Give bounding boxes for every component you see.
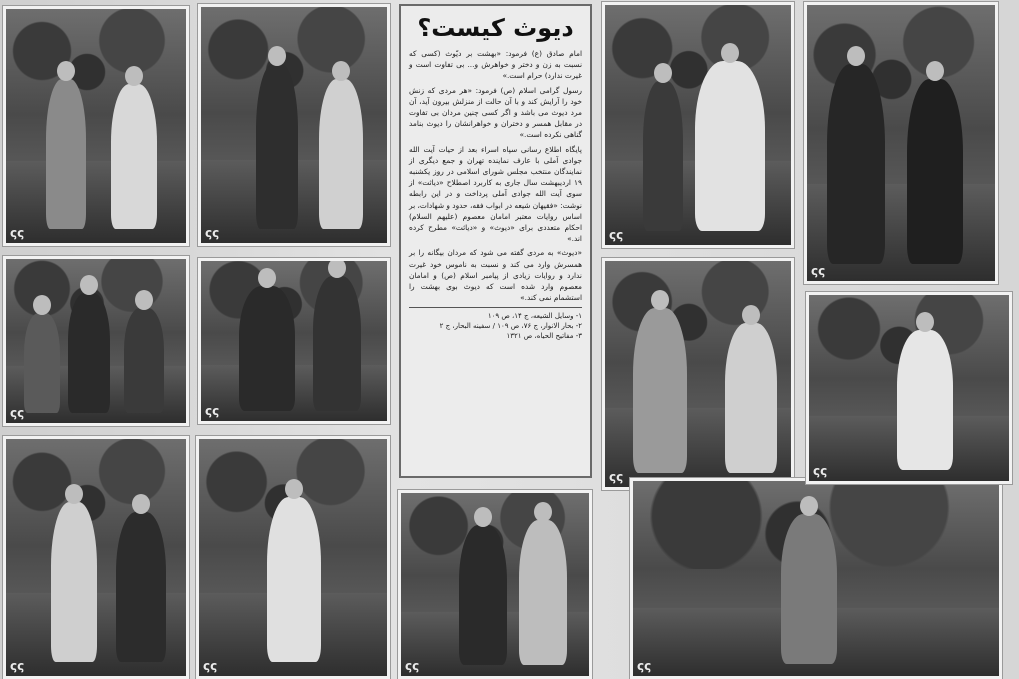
- photo-woman-3: [806, 292, 1012, 484]
- photo-watermark: ςς: [205, 226, 220, 240]
- article-paragraph: امام صادق (ع) فرمود: «بهشت بر دیّوث (کسی که نسبت به زن و دختر و خواهرش و... بی تفاوت است و غیرت ندارد) حرام است.»: [409, 49, 582, 81]
- article-paragraph: پایگاه اطلاع رسانی سپاه اسراء بعد از حیات آیت الله جوادی آملی با عارف نماینده تهران و جمع دیگری از نمایندگان منتخب مجلس شورای اسلامی در روز یکشنبه ۱۹ اردیبهشت سال جاری به کاربرد اصطلاح «دیاثت» از سوی آیت الله جوادی آملی پرداخت و در این رابطه نوشت: «فقیهان شیعه در ابواب فقه، حدود و شهادات، بر اساس روایات معتبر امامان معصوم (علیهم السلام) احکام متعددی برای «دیوث» و «دیاثت» مطرح کرده اند.»: [409, 144, 582, 244]
- photo-couple-8: [804, 2, 998, 284]
- reference-item: ۲- بحار الانوار، ج ۷۶، ص ۱۰۹ / سفینه البحار، ج ۲: [439, 322, 582, 331]
- photo-couple-4: [198, 258, 390, 424]
- article-body: [409, 48, 582, 303]
- photo-watermark: ςς: [10, 226, 25, 240]
- photo-watermark: ςς: [811, 264, 826, 278]
- photo-woman-1: [196, 436, 390, 679]
- photo-watermark: ςς: [609, 228, 624, 242]
- photo-couple-3: [198, 4, 390, 246]
- reference-item: ۱- وسایل الشیعه، ج ۱۴، ص ۱۰۹: [487, 312, 582, 321]
- article-references: [409, 307, 582, 341]
- photo-couple-2: [3, 436, 189, 679]
- photo-watermark: ςς: [10, 659, 25, 673]
- photo-watermark: ςς: [405, 659, 420, 673]
- photo-couple-6: [602, 2, 794, 248]
- photo-watermark: ςς: [203, 659, 218, 673]
- photo-watermark: ςς: [637, 659, 652, 673]
- article-title: دیوث کیست؟: [417, 14, 574, 42]
- photo-couple-1: [3, 6, 189, 246]
- photo-watermark: ςς: [813, 464, 828, 478]
- article-box: [399, 4, 592, 478]
- photo-watermark: ςς: [10, 406, 25, 420]
- photo-watermark: ςς: [205, 404, 220, 418]
- photo-couple-7: [602, 258, 794, 490]
- article-paragraph: «دیوث» به مردی گفته می شود که مردان بیگانه را بر همسرش وارد می کند و نسبت به ناموس خود غیرت ندارد و روایات زیادی از پیامبر اسلام (ص) و امامان معصوم وارد شده است که دیوث بوی بهشت را استشمام نمی کند.»: [409, 248, 582, 303]
- photo-couple-5: [398, 490, 592, 679]
- photo-group-1: [3, 256, 189, 426]
- photo-woman-2: [630, 478, 1002, 679]
- reference-item: ۳- مفاتیح الحیاه، ص ۱۳۲۱: [506, 332, 582, 341]
- article-paragraph: رسول گرامی اسلام (ص) فرمود: «هر مردی که زنش خود را آرایش کند و با آن حالت از منزلش بیرون آید، آن مرد دیوث می باشد و اگر کسی چنین مردان بی تفاوت در مقابل همسر و دختران و خواهرانشان را دیوث بنامد گناهی نکرده است.»: [409, 85, 582, 140]
- photo-watermark: ςς: [609, 470, 624, 484]
